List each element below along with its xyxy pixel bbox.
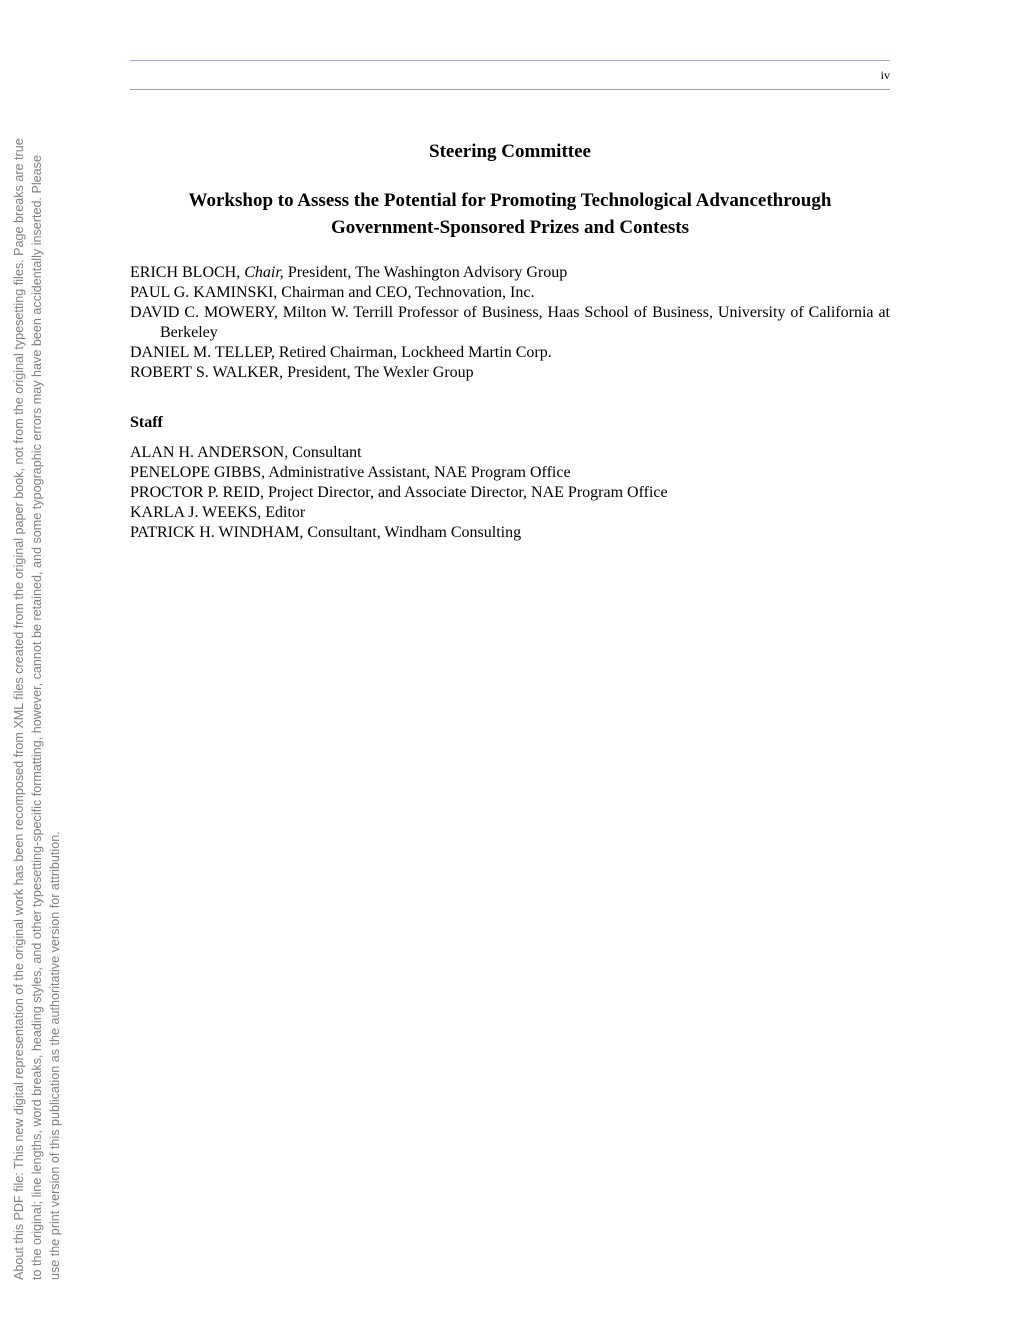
header-rule-bottom	[130, 89, 890, 90]
committee-member: PAUL G. KAMINSKI, Chairman and CEO, Technovation, Inc.	[130, 284, 535, 301]
pdf-disclaimer-text	[10, 60, 70, 1280]
workshop-title	[130, 187, 890, 241]
workshop-title-line: Workshop to Assess the Potential for Promoting Technological Advancethrough	[188, 190, 832, 211]
member-affiliation: President, The Washington Advisory Group	[287, 264, 568, 281]
header-rule-top	[130, 60, 890, 61]
page-content	[130, 140, 890, 543]
workshop-title-line: Government-Sponsored Prizes and Contests	[330, 217, 689, 238]
page-title: Steering Committee	[429, 141, 591, 162]
committee-list	[130, 263, 890, 383]
committee-member: DAVID C. MOWERY, Milton W. Terrill Professor of Business, Haas School of Business, University of California at Berkeley	[130, 304, 890, 341]
staff-list	[130, 443, 890, 543]
staff-member: PROCTOR P. REID, Project Director, and Associate Director, NAE Program Office	[130, 484, 668, 501]
staff-member: KARLA J. WEEKS, Editor	[130, 504, 306, 521]
member-role: Chair,	[244, 264, 284, 281]
pdf-disclaimer-sidebar	[10, 60, 70, 1280]
committee-member: ROBERT S. WALKER, President, The Wexler Group	[130, 364, 474, 381]
page-number: iv	[880, 68, 890, 82]
staff-member: PATRICK H. WINDHAM, Consultant, Windham Consulting	[130, 524, 522, 541]
staff-heading: Staff	[130, 414, 163, 431]
committee-member	[130, 263, 890, 283]
disclaimer-line: About this PDF file: This new digital representation of the original work has been recomposed from XML files created from the original paper book, not from the original typesetting files. Page breaks are true	[12, 138, 26, 1280]
member-name: ERICH BLOCH,	[130, 264, 241, 281]
disclaimer-line: use the print version of this publication as the authoritative version for attribution.	[48, 831, 62, 1280]
committee-member: DANIEL M. TELLEP, Retired Chairman, Lockheed Martin Corp.	[130, 344, 552, 361]
disclaimer-line: to the original; line lengths, word breaks, heading styles, and other typesetting-specific formatting, however, cannot be retained, and some typographic errors may have been accidentally inserted. Please	[30, 155, 44, 1280]
staff-member: ALAN H. ANDERSON, Consultant	[130, 444, 362, 461]
staff-member: PENELOPE GIBBS, Administrative Assistant, NAE Program Office	[130, 464, 571, 481]
